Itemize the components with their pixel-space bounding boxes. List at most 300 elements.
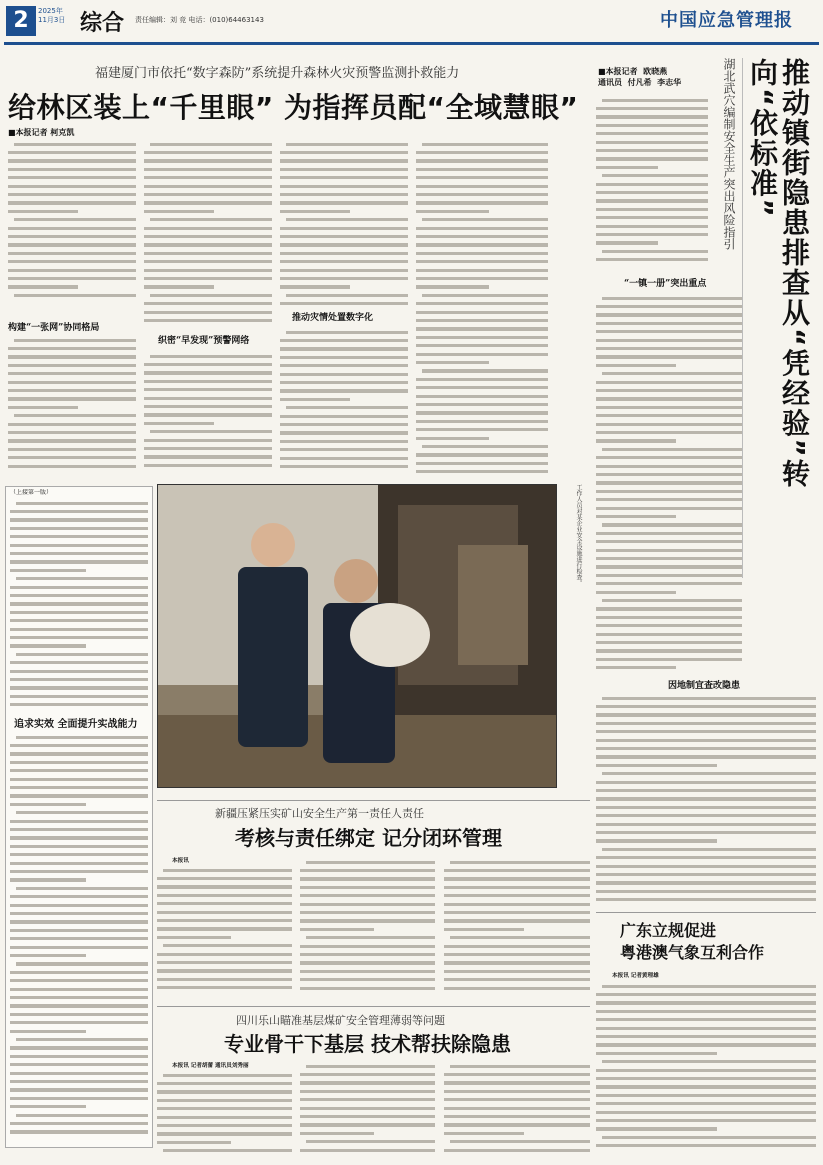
text-line: [8, 381, 136, 384]
text-line: [416, 420, 548, 423]
text-line: [602, 297, 742, 300]
text-line: [10, 552, 148, 555]
text-line: [596, 565, 742, 568]
lead-col-1b: [8, 336, 136, 476]
text-line: [10, 1021, 148, 1024]
text-line: [144, 388, 272, 391]
text-line: [596, 1010, 816, 1013]
text-line: [280, 159, 408, 162]
text-line: [444, 987, 590, 990]
text-line: [144, 260, 272, 263]
text-line: [16, 736, 148, 739]
text-line: [280, 185, 408, 188]
text-line: [444, 911, 590, 914]
text-line: [157, 1132, 292, 1135]
text-line: [157, 986, 292, 989]
photo-caption: 工作人员对某企业安全设施进行检查。: [575, 484, 582, 586]
text-line: [444, 945, 590, 948]
text-line: [596, 233, 708, 236]
text-line: [144, 252, 272, 255]
text-line: [596, 739, 816, 742]
text-line: [10, 946, 148, 949]
text-line: [157, 1099, 292, 1102]
text-line: [8, 439, 136, 442]
text-line: [157, 911, 292, 914]
text-line: [596, 258, 708, 261]
text-line: [306, 1065, 435, 1068]
text-line: [596, 797, 816, 800]
text-line: [157, 1141, 231, 1144]
text-line: [444, 953, 590, 956]
text-line: [10, 1055, 148, 1058]
text-line: [10, 895, 148, 898]
text-line: [144, 363, 272, 366]
text-line: [596, 624, 742, 627]
lead-columns: [8, 140, 548, 475]
text-line: [596, 616, 742, 619]
text-line: [300, 886, 435, 889]
section-title: 综合: [80, 10, 125, 36]
right-col-2: [596, 294, 742, 674]
text-line: [10, 1080, 148, 1083]
text-line: [280, 269, 408, 272]
right-col-1: [596, 96, 708, 272]
text-line: [150, 294, 272, 297]
text-line: [596, 183, 708, 186]
text-line: [16, 962, 148, 965]
text-line: [416, 470, 548, 473]
text-line: [596, 208, 708, 211]
text-line: [10, 828, 148, 831]
text-line: [596, 1119, 816, 1122]
text-line: [416, 378, 548, 381]
text-line: [596, 993, 816, 996]
text-line: [16, 1114, 148, 1117]
text-line: [444, 919, 590, 922]
text-line: [157, 885, 292, 888]
text-line: [300, 1115, 435, 1118]
text-line: [10, 744, 148, 747]
text-line: [150, 143, 272, 146]
text-line: [280, 339, 408, 342]
text-line: [10, 611, 148, 614]
text-line: [144, 277, 272, 280]
bottom-headline: 专业骨干下基层 技术帮扶除隐患: [224, 1032, 511, 1056]
text-line: [300, 987, 435, 990]
text-line: [596, 747, 816, 750]
text-line: [444, 869, 590, 872]
text-line: [444, 1115, 590, 1118]
text-line: [596, 515, 676, 518]
text-line: [157, 978, 292, 981]
right-headline: 推动镇街隐患排查从“凭经验”转向“依标准”: [746, 58, 811, 489]
text-line: [596, 1111, 816, 1114]
right-subhead-1: “一镇一册”突出重点: [624, 279, 707, 289]
text-line: [422, 445, 548, 448]
text-line: [10, 912, 148, 915]
text-line: [8, 151, 136, 154]
continued-box: [5, 486, 153, 1148]
text-line: [280, 381, 408, 384]
text-line: [300, 1098, 435, 1101]
bottom-col-3: [444, 1062, 590, 1157]
text-line: [300, 1132, 374, 1135]
text-line: [444, 1073, 590, 1076]
text-line: [286, 331, 408, 334]
text-line: [444, 903, 590, 906]
text-line: [157, 1082, 292, 1085]
text-line: [416, 201, 548, 204]
header-rule: [4, 42, 819, 45]
text-line: [416, 344, 548, 347]
text-line: [602, 448, 742, 451]
text-line: [596, 507, 742, 510]
text-line: [280, 457, 408, 460]
text-line: [596, 397, 742, 400]
text-line: [10, 929, 148, 932]
text-line: [157, 1116, 292, 1119]
text-line: [16, 502, 148, 505]
text-line: [596, 781, 816, 784]
text-line: [157, 936, 231, 939]
text-line: [144, 311, 272, 314]
text-line: [157, 919, 292, 922]
text-line: [416, 185, 548, 188]
text-line: [300, 919, 435, 922]
text-line: [596, 1027, 816, 1030]
text-line: [416, 428, 548, 431]
text-line: [596, 1069, 816, 1072]
text-line: [300, 869, 435, 872]
text-line: [8, 243, 136, 246]
text-line: [596, 465, 742, 468]
text-line: [422, 143, 548, 146]
text-line: [280, 302, 408, 305]
text-line: [444, 978, 590, 981]
text-line: [596, 823, 816, 826]
text-line: [596, 423, 742, 426]
text-line: [14, 218, 136, 221]
text-line: [596, 1018, 816, 1021]
text-line: [144, 227, 272, 230]
text-line: [286, 294, 408, 297]
text-line: [300, 945, 435, 948]
text-line: [10, 778, 148, 781]
text-line: [280, 151, 408, 154]
text-line: [157, 927, 292, 930]
editor-line: 责任编辑：刘 竞 电话：(010)64463143: [135, 16, 264, 24]
text-line: [300, 911, 435, 914]
text-line: [144, 151, 272, 154]
text-line: [596, 1127, 717, 1130]
text-line: [596, 313, 742, 316]
text-line: [602, 772, 816, 775]
text-line: [596, 1043, 816, 1046]
text-line: [416, 252, 548, 255]
text-line: [8, 423, 136, 426]
sidebox-tag: （上接第一版）: [10, 489, 53, 496]
text-line: [8, 431, 136, 434]
lead-headline: 给林区装上“千里眼” 为指挥员配“全域慧眼”: [8, 91, 579, 124]
text-line: [8, 364, 136, 367]
text-line: [596, 389, 742, 392]
text-line: [596, 157, 708, 160]
text-line: [416, 462, 548, 465]
text-line: [416, 269, 548, 272]
text-line: [596, 856, 816, 859]
text-line: [150, 430, 272, 433]
text-line: [10, 1097, 148, 1100]
text-line: [306, 861, 435, 864]
text-line: [144, 397, 272, 400]
guangdong-headline: 广东立规促进 粤港澳气象互利合作: [620, 921, 765, 962]
text-line: [596, 364, 676, 367]
text-line: [8, 355, 136, 358]
text-line: [596, 730, 816, 733]
text-line: [602, 174, 708, 177]
text-line: [596, 549, 742, 552]
text-line: [596, 1052, 717, 1055]
text-line: [8, 285, 78, 288]
text-line: [163, 944, 292, 947]
text-line: [10, 703, 148, 706]
text-line: [144, 319, 272, 322]
lead-col-1: [8, 140, 136, 300]
text-line: [300, 877, 435, 880]
text-line: [300, 978, 435, 981]
text-line: [157, 1124, 292, 1127]
text-line: [596, 322, 742, 325]
text-line: [280, 210, 350, 213]
text-line: [300, 1081, 435, 1084]
text-line: [416, 327, 548, 330]
text-line: [596, 1077, 816, 1080]
lead-col-4: [416, 140, 548, 476]
text-line: [596, 149, 708, 152]
text-line: [10, 937, 148, 940]
text-line: [596, 199, 708, 202]
text-line: [10, 560, 148, 563]
text-line: [280, 252, 408, 255]
text-line: [144, 464, 272, 467]
lead-subhead-1: 构建“一张网”协同格局: [8, 323, 100, 333]
text-line: [596, 898, 816, 901]
text-line: [596, 132, 708, 135]
text-line: [444, 886, 590, 889]
text-line: [444, 1132, 524, 1135]
text-line: [150, 355, 272, 358]
text-line: [444, 1090, 590, 1093]
text-line: [596, 124, 708, 127]
text-line: [157, 877, 292, 880]
text-line: [8, 260, 136, 263]
text-line: [280, 193, 408, 196]
text-line: [10, 527, 148, 530]
text-line: [602, 250, 708, 253]
text-line: [144, 447, 272, 450]
text-line: [8, 176, 136, 179]
text-line: [416, 260, 548, 263]
text-line: [144, 285, 214, 288]
text-line: [280, 431, 408, 434]
text-line: [280, 415, 408, 418]
text-line: [596, 115, 708, 118]
lead-byline: ■本报记者 柯克凯: [8, 128, 75, 137]
text-line: [416, 403, 548, 406]
text-line: [416, 243, 548, 246]
text-line: [16, 811, 148, 814]
text-line: [10, 602, 148, 605]
text-line: [8, 159, 136, 162]
text-line: [144, 176, 272, 179]
text-line: [10, 510, 148, 513]
text-line: [144, 413, 272, 416]
text-line: [596, 666, 676, 669]
mid-kicker: 新疆压紧压实矿山安全生产第一责任人责任: [215, 807, 424, 820]
text-line: [596, 355, 742, 358]
text-line: [602, 697, 816, 700]
text-line: [602, 848, 816, 851]
text-line: [8, 227, 136, 230]
text-line: [10, 678, 148, 681]
text-line: [286, 406, 408, 409]
text-line: [416, 319, 548, 322]
text-line: [14, 294, 136, 297]
text-line: [416, 361, 489, 364]
text-line: [422, 218, 548, 221]
text-line: [144, 193, 272, 196]
text-line: [300, 1090, 435, 1093]
text-line: [416, 411, 548, 414]
page-number: 2: [6, 6, 36, 36]
text-line: [416, 336, 548, 339]
bottom-kicker: 四川乐山瞄准基层煤矿安全管理薄弱等问题: [236, 1014, 445, 1027]
text-line: [306, 1140, 435, 1143]
text-line: [10, 1013, 148, 1016]
text-line: [596, 414, 742, 417]
text-line: [602, 523, 742, 526]
text-line: [450, 861, 590, 864]
text-line: [280, 260, 408, 263]
text-line: [280, 465, 408, 468]
text-line: [157, 961, 292, 964]
text-line: [450, 1065, 590, 1068]
text-line: [602, 599, 742, 602]
text-line: [8, 210, 78, 213]
text-line: [444, 1098, 590, 1101]
text-line: [450, 1140, 590, 1143]
text-line: [596, 406, 742, 409]
text-line: [280, 168, 408, 171]
text-line: [280, 277, 408, 280]
lead-subhead-2: 织密“早发现”预警网络: [158, 336, 250, 346]
text-line: [8, 465, 136, 468]
text-line: [596, 814, 816, 817]
text-line: [8, 397, 136, 400]
text-line: [280, 227, 408, 230]
lead-subhead-3: 推动灾情处置数字化: [292, 313, 374, 323]
right-divider: [742, 58, 743, 578]
sidebox-col-2: [10, 733, 148, 1141]
text-line: [10, 686, 148, 689]
photo-inspection: [157, 484, 557, 788]
text-line: [416, 151, 548, 154]
text-line: [8, 347, 136, 350]
text-line: [416, 277, 548, 280]
text-line: [596, 764, 717, 767]
text-line: [144, 235, 272, 238]
text-line: [596, 839, 717, 842]
text-line: [10, 1030, 86, 1033]
text-line: [144, 380, 272, 383]
text-line: [416, 395, 548, 398]
text-line: [602, 985, 816, 988]
text-line: [422, 369, 548, 372]
lead-kicker: 福建厦门市依托“数字森防”系统提升森林火灾预警监测扑救能力: [95, 66, 460, 81]
text-line: [416, 302, 548, 305]
text-line: [10, 619, 148, 622]
mid-col-3: [444, 858, 590, 994]
text-line: [280, 440, 408, 443]
text-line: [150, 218, 272, 221]
text-line: [163, 1149, 292, 1152]
text-line: [10, 979, 148, 982]
text-line: [416, 285, 489, 288]
text-line: [10, 1046, 148, 1049]
text-line: [300, 894, 435, 897]
text-line: [10, 988, 148, 991]
text-line: [144, 302, 272, 305]
text-line: [157, 969, 292, 972]
text-line: [10, 836, 148, 839]
text-line: [144, 269, 272, 272]
text-line: [157, 902, 292, 905]
masthead: 中国应急管理报: [660, 10, 793, 31]
text-line: [8, 389, 136, 392]
text-line: [144, 455, 272, 458]
text-line: [596, 107, 708, 110]
text-line: [416, 311, 548, 314]
text-line: [596, 582, 742, 585]
text-line: [602, 372, 742, 375]
lead-col-3b: [280, 328, 408, 476]
text-line: [596, 498, 742, 501]
text-line: [10, 904, 148, 907]
text-line: [596, 574, 742, 577]
text-line: [280, 423, 408, 426]
text-line: [444, 877, 590, 880]
text-line: [8, 456, 136, 459]
text-line: [300, 953, 435, 956]
text-line: [300, 928, 374, 931]
text-line: [8, 201, 136, 204]
text-line: [16, 653, 148, 656]
text-line: [602, 1136, 816, 1139]
text-line: [596, 216, 708, 219]
text-line: [596, 873, 816, 876]
text-line: [157, 894, 292, 897]
text-line: [10, 794, 148, 797]
text-line: [144, 159, 272, 162]
text-line: [416, 168, 548, 171]
text-line: [144, 371, 272, 374]
text-line: [596, 381, 742, 384]
text-line: [596, 330, 742, 333]
text-line: [10, 569, 86, 572]
text-line: [280, 285, 350, 288]
text-line: [280, 364, 408, 367]
text-line: [596, 347, 742, 350]
